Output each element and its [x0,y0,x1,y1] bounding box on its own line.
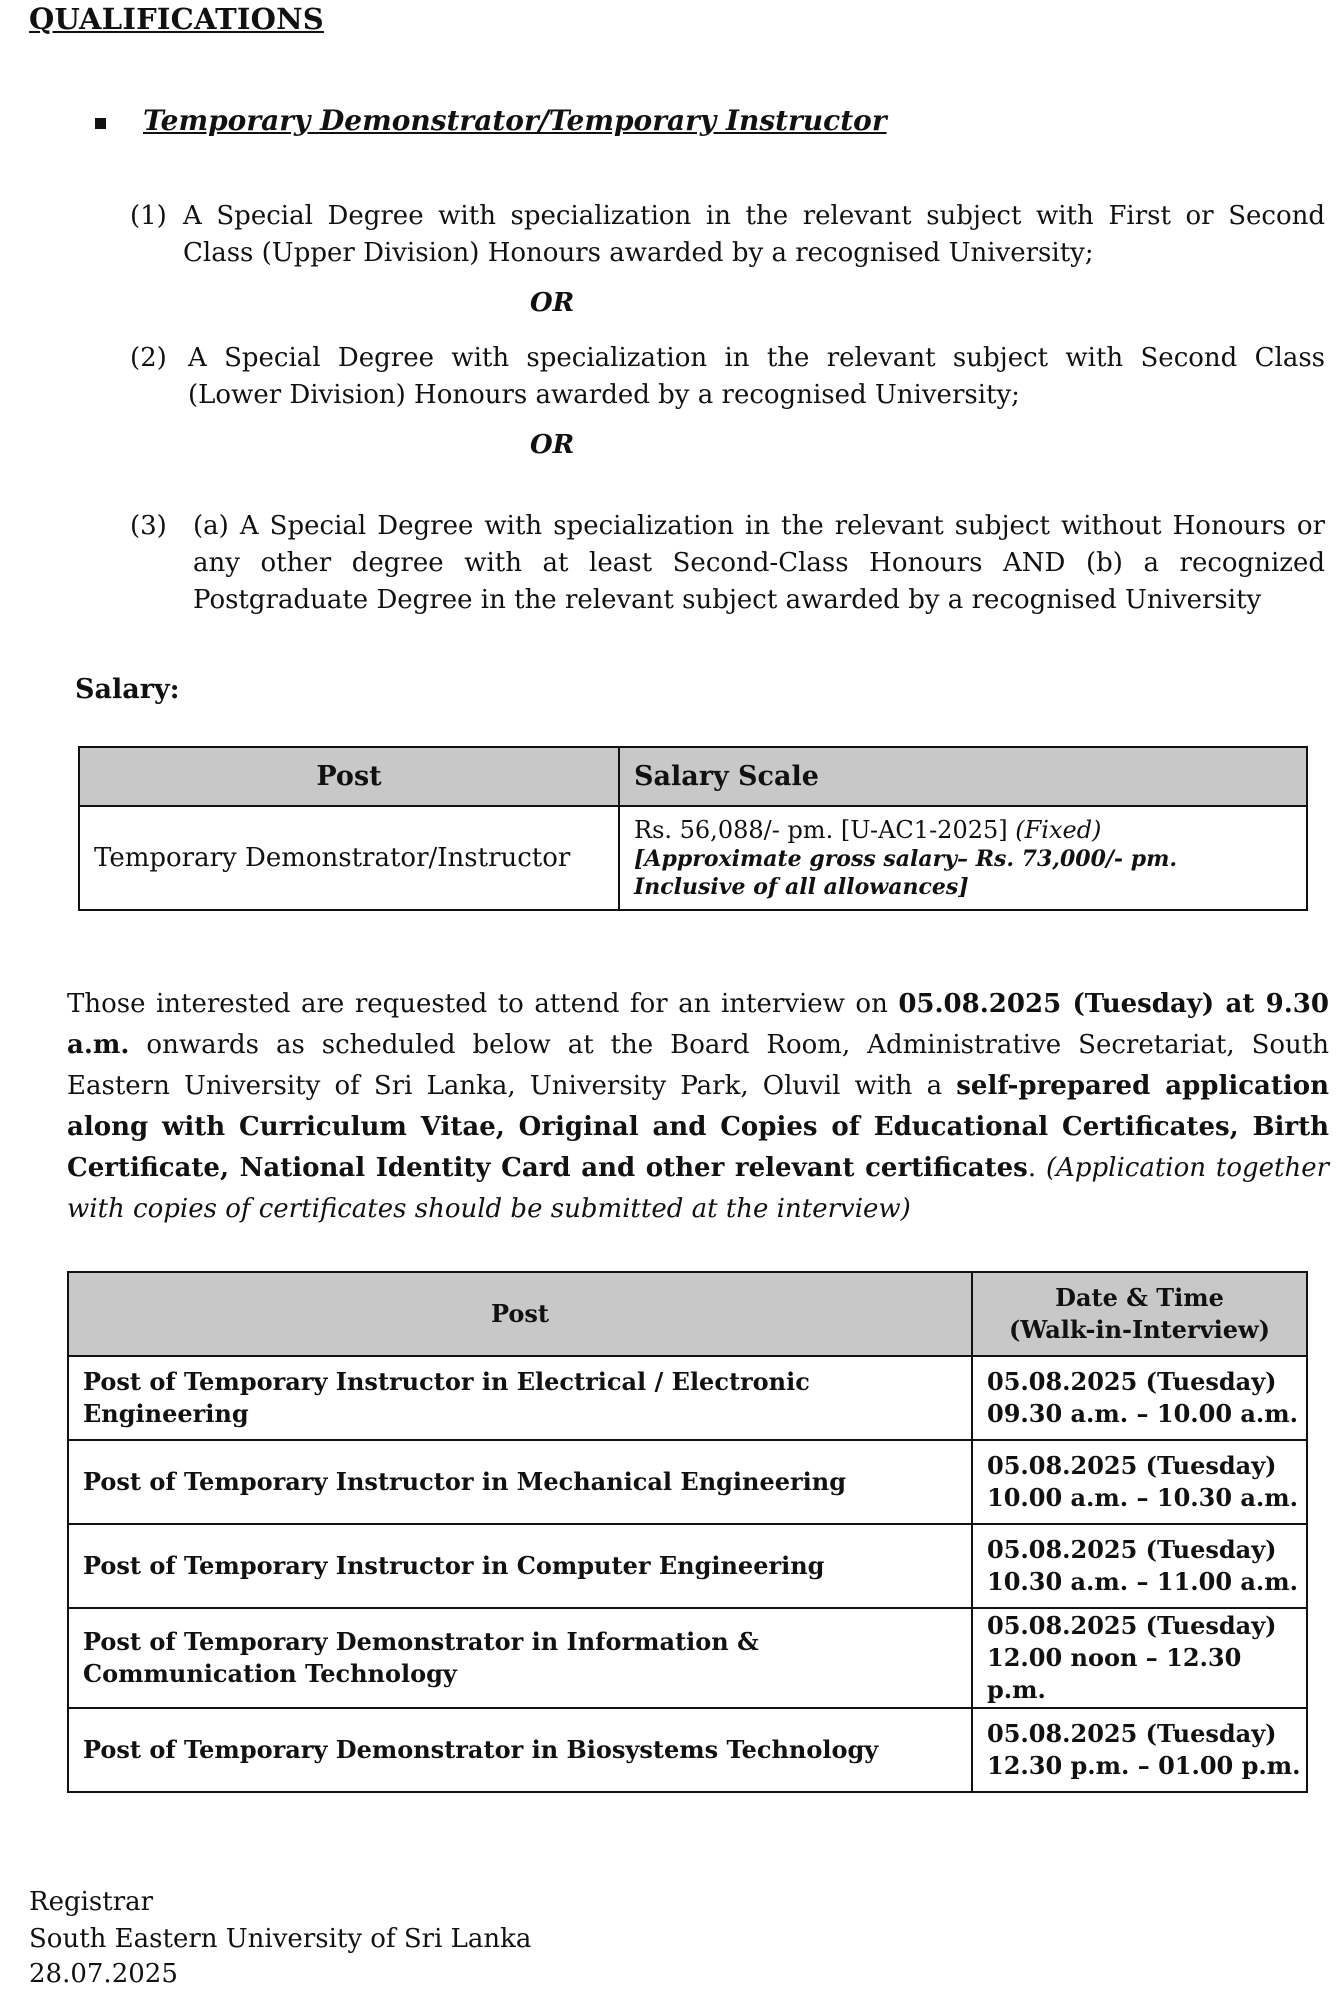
signatory-title: Registrar [29,1887,154,1917]
interview-text-1: Those interested are requested to attend for an interview on [67,989,899,1019]
schedule-header-date-line1: Date & Time [1055,1283,1224,1312]
salary-scale-note: [Approximate gross salary– Rs. 73,000/- pm. Inclusive of all allowances] [634,846,1178,900]
signatory-organization: South Eastern University of Sri Lanka [29,1924,532,1954]
salary-label: Salary: [75,674,180,705]
table-row [68,1708,1307,1792]
interview-paragraph [67,984,1329,1230]
table-row [68,1524,1307,1608]
bullet-square-icon [95,118,106,129]
salary-fixed-tag: (Fixed) [1015,816,1102,844]
page-heading: QUALIFICATIONS [29,2,324,36]
qualification-text: A Special Degree with specialization in the relevant subject with Second Class (Lower Division) Honours awarded by a recognised University; [188,343,1325,410]
schedule-date: 05.08.2025 (Tuesday) [987,1535,1277,1564]
schedule-header-date-line2: (Walk-in-Interview) [1008,1315,1271,1344]
qualification-number: (1) [130,201,167,231]
or-separator: OR [530,430,575,460]
qualification-text: (a) A Special Degree with specialization in the relevant subject without Honours or any other degree with at least Second-Class Honours AND (b) a recognized Postgraduate Degree in the relevant subject awarded by a recognised University [193,511,1325,615]
interview-text-2: onwards as scheduled below at the Board Room, Administrative Secretariat, South Eastern University of Sri Lanka, University Park, Oluvil with a [67,1030,1329,1101]
table-header-row [68,1272,1307,1356]
qualification-item [130,508,1325,623]
schedule-date-cell [972,1708,1307,1792]
schedule-date: 05.08.2025 (Tuesday) [987,1611,1277,1640]
table-header-row [79,747,1307,806]
schedule-post-cell: Post of Temporary Instructor in Mechanical Engineering [68,1440,972,1524]
qualification-number: (3) [130,511,167,541]
interview-note: (Application together with copies of certificates should be submitted at the interview) [67,1153,1330,1224]
schedule-header-date [972,1272,1307,1356]
salary-scale-value: Rs. 56,088/- pm. [U-AC1-2025] [634,816,1008,844]
schedule-time: 10.00 a.m. – 10.30 a.m. [987,1483,1299,1512]
qualification-item [130,198,1325,278]
qualification-text: A Special Degree with specialization in the relevant subject with First or Second Class (Upper Division) Honours awarded by a recognised University; [183,201,1325,268]
qualification-number: (2) [130,343,167,373]
table-row [68,1608,1307,1708]
schedule-post-cell: Post of Temporary Demonstrator in Biosystems Technology [68,1708,972,1792]
schedule-post-cell: Post of Temporary Demonstrator in Information & Communication Technology [68,1608,972,1708]
table-row [68,1440,1307,1524]
schedule-date: 05.08.2025 (Tuesday) [987,1367,1277,1396]
schedule-date: 05.08.2025 (Tuesday) [987,1719,1277,1748]
or-separator: OR [530,288,575,318]
salary-table [78,746,1308,911]
table-row [68,1356,1307,1440]
salary-scale-main [634,815,1292,845]
schedule-time: 12.00 noon – 12.30 p.m. [987,1643,1242,1704]
salary-post-cell: Temporary Demonstrator/Instructor [79,806,619,910]
schedule-time: 09.30 a.m. – 10.00 a.m. [987,1399,1299,1428]
schedule-date-cell [972,1608,1307,1708]
schedule-table [67,1271,1308,1793]
schedule-header-post: Post [68,1272,972,1356]
salary-header-scale: Salary Scale [619,747,1307,806]
interview-text-3: . [1027,1153,1046,1183]
table-row [79,806,1307,910]
interview-documents: self-prepared application along with Curriculum Vitae, Original and Copies of Educational Certificates, Birth Certificate, National Identity Card and other relevant certificates [67,1071,1330,1183]
schedule-time: 10.30 a.m. – 11.00 a.m. [987,1567,1299,1596]
schedule-post-cell: Post of Temporary Instructor in Computer Engineering [68,1524,972,1608]
schedule-date-cell [972,1440,1307,1524]
position-subheading: Temporary Demonstrator/Temporary Instructor [143,104,887,137]
schedule-post-cell: Post of Temporary Instructor in Electrical / Electronic Engineering [68,1356,972,1440]
interview-date: 05.08.2025 (Tuesday) at 9.30 a.m. [67,989,1329,1060]
salary-header-post: Post [79,747,619,806]
schedule-date: 05.08.2025 (Tuesday) [987,1451,1277,1480]
qualification-item [130,340,1325,420]
schedule-date-cell [972,1524,1307,1608]
document-date: 28.07.2025 [29,1959,178,1989]
schedule-time: 12.30 p.m. – 01.00 p.m. [987,1751,1301,1780]
schedule-date-cell [972,1356,1307,1440]
salary-scale-cell [619,806,1307,910]
